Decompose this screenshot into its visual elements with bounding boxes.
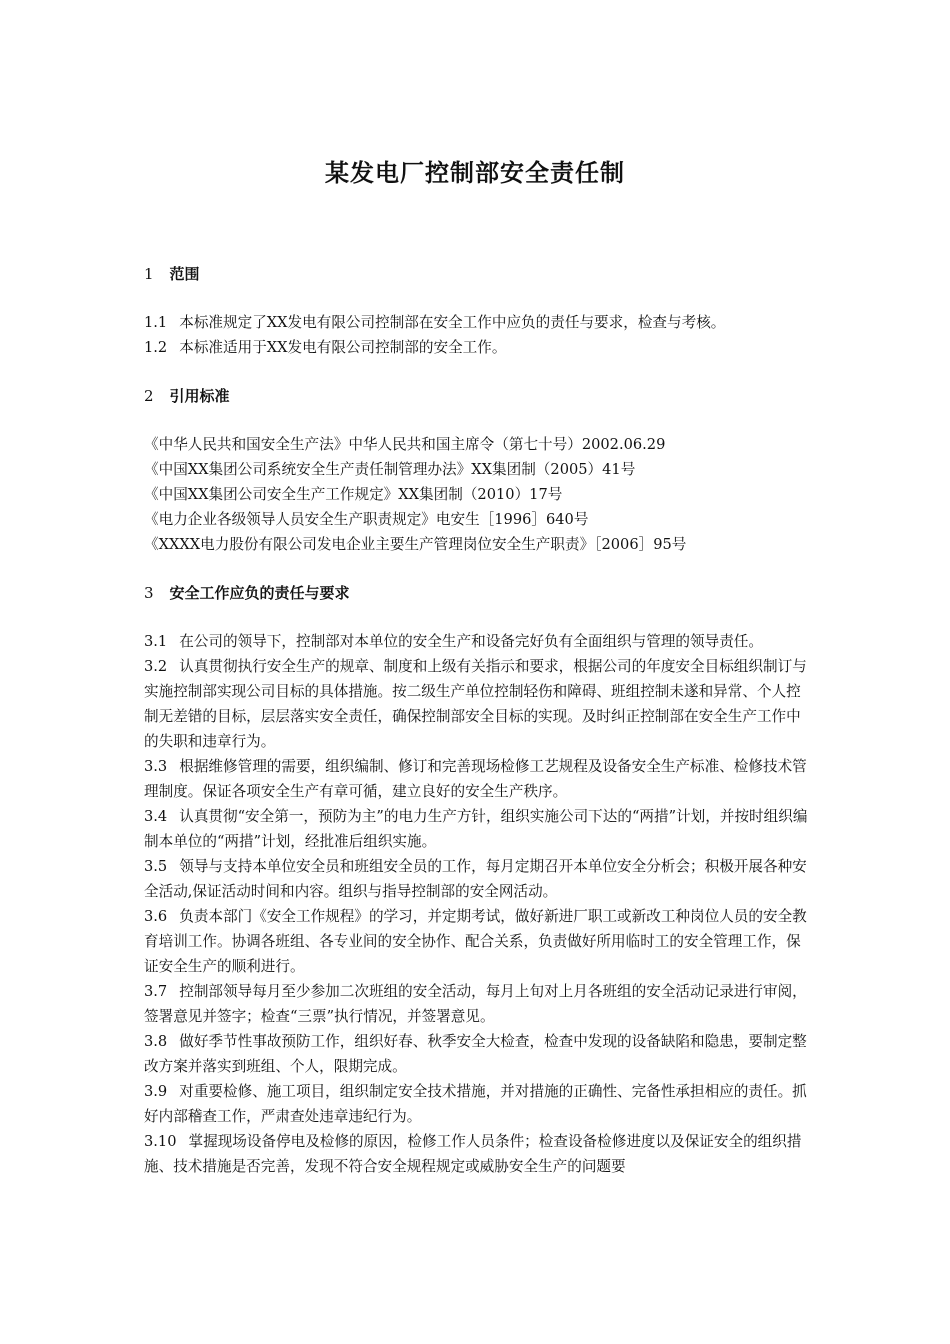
clause — [144, 629, 814, 654]
clause-number: 3.5 — [144, 858, 168, 875]
section-title: 引用标准 — [169, 387, 230, 405]
clause — [144, 335, 814, 360]
clause-text: 领导与支持本单位安全员和班组安全员的工作，每月定期召开本单位安全分析会；积极开展各种安全活动,保证活动时间和内容。组织与指导控制部的安全网活动。 — [144, 858, 807, 900]
clause-number: 3.8 — [144, 1033, 168, 1050]
clause-text: 认真贯彻“安全第一，预防为主”的电力生产方针，组织实施公司下达的“两措”计划，并按时组织编制本单位的“两措”计划，经批准后组织实施。 — [144, 808, 808, 850]
clause-number: 1.2 — [144, 339, 168, 356]
reference-item: 《XXXX电力股份有限公司发电企业主要生产管理岗位安全生产职责》［2006］95号 — [144, 536, 687, 553]
section-heading — [144, 262, 814, 287]
clause-text: 掌握现场设备停电及检修的原因，检修工作人员条件；检查设备检修进度以及保证安全的组织措施、技术措施是否完善，发现不符合安全规程规定或威胁安全生产的问题要 — [144, 1133, 802, 1175]
clause-number: 3.1 — [144, 633, 168, 650]
clause-text: 认真贯彻执行安全生产的规章、制度和上级有关指示和要求，根据公司的年度安全目标组织制订与实施控制部实现公司目标的具体措施。按二级生产单位控制轻伤和障碍、班组控制未遂和异常、个人控制无差错的目标，层层落实安全责任，确保控制部安全目标的实现。及时纠正控制部在安全生产工作中的失职和违章行为。 — [144, 658, 807, 750]
clause — [144, 1029, 814, 1079]
clause-number: 3.10 — [144, 1133, 177, 1150]
clause-number: 3.7 — [144, 983, 168, 1000]
section-number: 1 — [144, 265, 154, 283]
clause — [144, 654, 814, 754]
clause-text: 在公司的领导下，控制部对本单位的安全生产和设备完好负有全面组织与管理的领导责任。 — [179, 633, 763, 650]
clause-text: 做好季节性事故预防工作，组织好春、秋季安全大检查，检查中发现的设备缺陷和隐患，要制定整改方案并落实到班组、个人，限期完成。 — [144, 1033, 807, 1075]
clause — [144, 1129, 814, 1179]
clause-number: 3.3 — [144, 758, 168, 775]
section-title: 范围 — [169, 265, 200, 283]
clause — [144, 1079, 814, 1129]
reference-item: 《中国XX集团公司系统安全生产责任制管理办法》XX集团制（2005）41号 — [144, 461, 636, 478]
clause — [144, 854, 814, 904]
clause-text: 本标准规定了XX发电有限公司控制部在安全工作中应负的责任与要求，检查与考核。 — [179, 314, 726, 331]
clause-text: 负责本部门《安全工作规程》的学习，并定期考试，做好新进厂职工或新改工种岗位人员的安全教育培训工作。协调各班组、各专业间的安全协作、配合关系，负责做好所用临时工的安全管理工作，保证安全生产的顺利进行。 — [144, 908, 807, 975]
section-title: 安全工作应负的责任与要求 — [169, 584, 350, 602]
clause-text: 根据维修管理的需要，组织编制、修订和完善现场检修工艺规程及设备安全生产标准、检修技术管理制度。保证各项安全生产有章可循，建立良好的安全生产秩序。 — [144, 758, 807, 800]
section-heading — [144, 384, 814, 409]
clause-number: 3.4 — [144, 808, 168, 825]
clause — [144, 904, 814, 979]
document-title: 某发电厂控制部安全责任制 — [325, 159, 625, 187]
clause — [144, 804, 814, 854]
reference-item: 《中国XX集团公司安全生产工作规定》XX集团制（2010）17号 — [144, 486, 563, 503]
clause-text: 对重要检修、施工项目，组织制定安全技术措施，并对措施的正确性、完备性承担相应的责任。抓好内部稽查工作，严肃查处违章违纪行为。 — [144, 1083, 807, 1125]
clause-text: 本标准适用于XX发电有限公司控制部的安全工作。 — [179, 339, 507, 356]
section-number: 2 — [144, 387, 154, 405]
clause-number: 3.6 — [144, 908, 168, 925]
clause-number: 1.1 — [144, 314, 168, 331]
section-number: 3 — [144, 584, 154, 602]
clause-number: 3.2 — [144, 658, 168, 675]
reference-item: 《电力企业各级领导人员安全生产职责规定》电安生［1996］640号 — [144, 511, 589, 528]
clause-text: 控制部领导每月至少参加二次班组的安全活动，每月上旬对上月各班组的安全活动记录进行审阅，签署意见并签字；检查“三票”执行情况，并签署意见。 — [144, 983, 807, 1025]
document-body — [144, 262, 814, 1179]
section-heading — [144, 581, 814, 606]
clause-number: 3.9 — [144, 1083, 168, 1100]
clause — [144, 979, 814, 1029]
clause — [144, 754, 814, 804]
clause — [144, 310, 814, 335]
reference-item: 《中华人民共和国安全生产法》中华人民共和国主席令（第七十号）2002.06.29 — [144, 436, 666, 453]
